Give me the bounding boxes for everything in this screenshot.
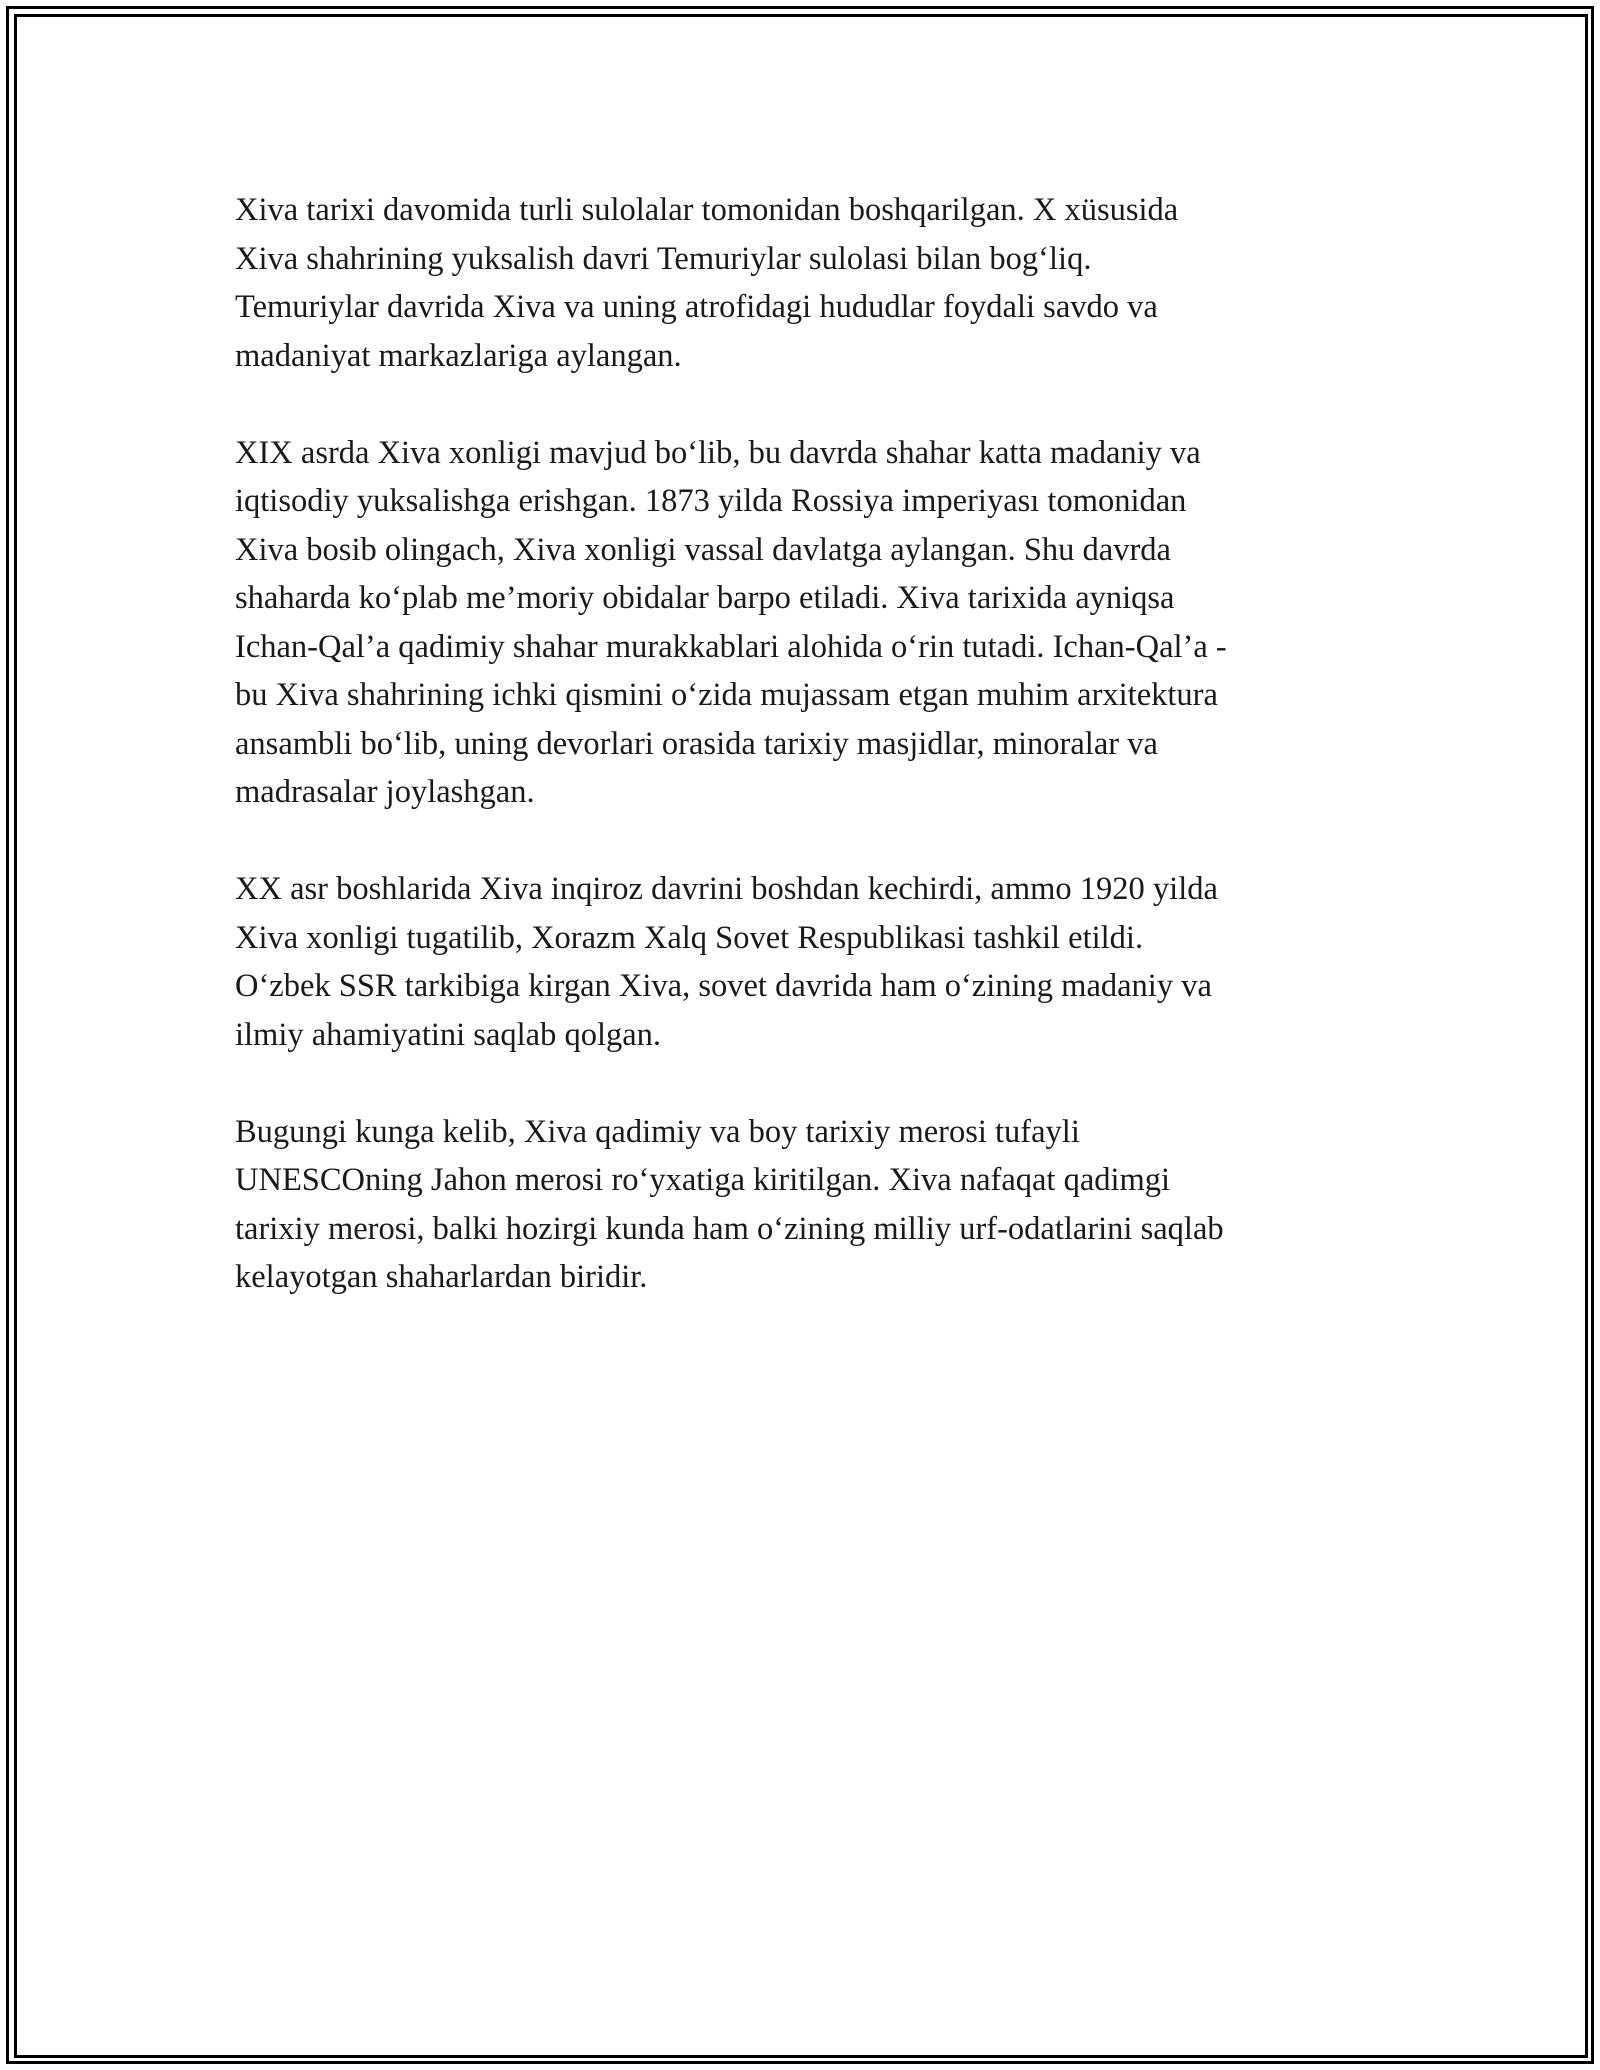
- text-line: kelayotgan shaharlardan biridir.: [235, 1259, 648, 1295]
- text-line: ilmiy ahamiyatini saqlab qolgan.: [235, 1016, 662, 1053]
- text-line: shaharda ko‘plab me’moriy obidalar barpo etiladi. Xiva tarixida ayniqsa: [235, 580, 1175, 616]
- text-line: ansambli bo‘lib, uning devorlari orasida tarixiy masjidlar, minoralar va: [235, 725, 1158, 762]
- document-body: [235, 186, 1365, 1350]
- text-line: tarixiy merosi, balki hozirgi kunda ham o‘zining milliy urf-odatlarini saqlab: [235, 1210, 1224, 1247]
- text-line: Bugungi kunga kelib, Xiva qadimiy va boy tarixiy merosi tufayli: [235, 1113, 1080, 1150]
- text-line: UNESCOning Jahon merosi ro‘yxatiga kiritilgan. Xiva nafaqat qadimgi: [235, 1162, 1171, 1198]
- paragraph-2: [235, 429, 1365, 817]
- text-line: madrasalar joylashgan.: [235, 774, 535, 810]
- paragraph-4: [235, 1108, 1365, 1302]
- text-line: Xiva tarixi davomida turli sulolalar tomonidan boshqarilgan. X xüsusida: [235, 192, 1179, 228]
- text-line: bu Xiva shahrining ichki qismini o‘zida mujassam etgan muhim arxitektura: [235, 677, 1218, 713]
- paragraph-3: [235, 865, 1365, 1059]
- text-line: Ichan-Qal’a qadimiy shahar murakkablari alohida o‘rin tutadi. Ichan-Qal’a -: [235, 628, 1227, 665]
- text-line: Xiva bosib olingach, Xiva xonligi vassal davlatga aylangan. Shu davrda: [235, 531, 1171, 568]
- paragraph-1: [235, 186, 1365, 380]
- text-line: iqtisodiy yuksalishga erishgan. 1873 yilda Rossiya imperiyası tomonidan: [235, 483, 1187, 519]
- text-line: XIX asrda Xiva xonligi mavjud bo‘lib, bu davrda shahar katta madaniy va: [235, 434, 1201, 471]
- text-line: Xiva xonligi tugatilib, Xorazm Xalq Sovet Respublikasi tashkil etildi.: [235, 919, 1144, 956]
- text-line: Xiva shahrining yuksalish davri Temuriylar sulolasi bilan bog‘liq.: [235, 240, 1092, 277]
- text-line: madaniyat markazlariga aylangan.: [235, 337, 682, 374]
- text-line: XX asr boshlarida Xiva inqiroz davrini boshdan kechirdi, ammo 1920 yilda: [235, 871, 1218, 907]
- text-line: O‘zbek SSR tarkibiga kirgan Xiva, sovet davrida ham o‘zining madaniy va: [235, 968, 1212, 1004]
- text-line: Temuriylar davrida Xiva va uning atrofidagi hududlar foydali savdo va: [235, 289, 1158, 325]
